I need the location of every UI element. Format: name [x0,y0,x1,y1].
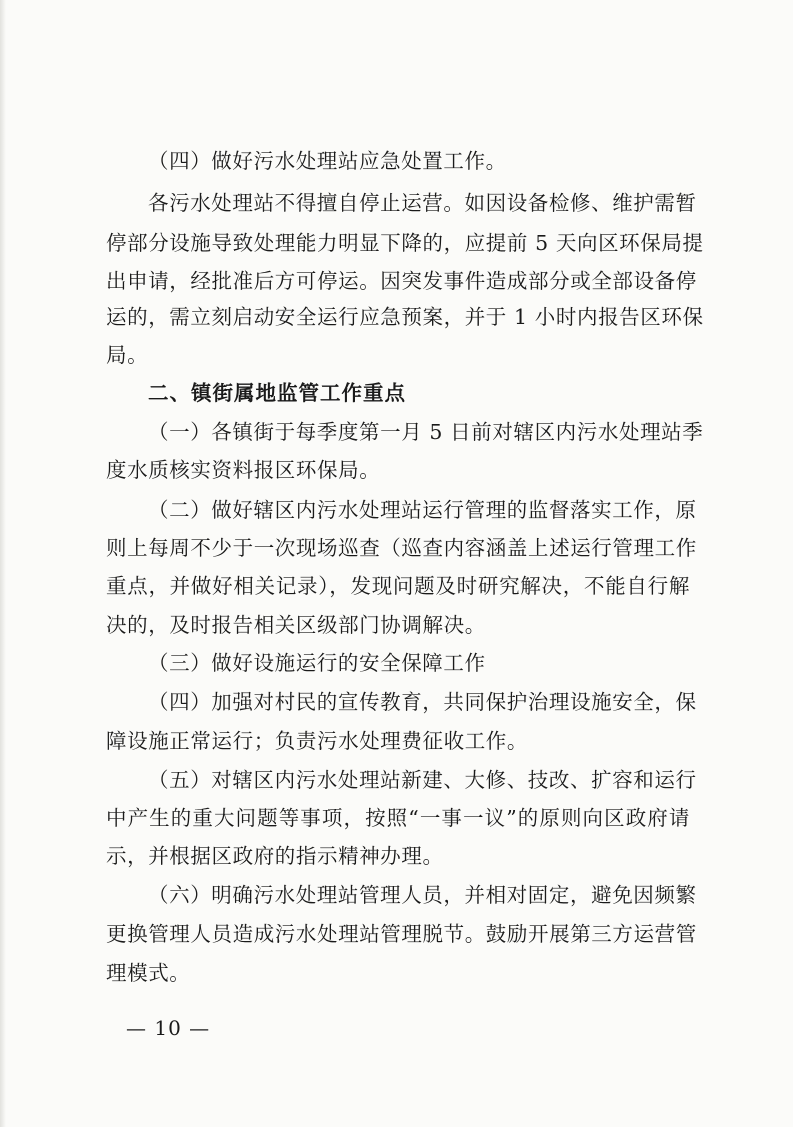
paragraph-line: 运的，需立刻启动安全运行应急预案，并于 1 小时内报告区环保 [106,305,704,329]
paragraph-line: 障设施正常运行；负责污水处理费征收工作。 [106,729,528,753]
list-item-3: （三）做好设施运行的安全保障工作 [148,651,486,675]
list-item-4: （四）加强对村民的宣传教育，共同保护治理设施安全，保 [148,690,697,714]
list-item-6: （六）明确污水处理站管理人员，并相对固定，避免因频繁 [148,883,697,907]
paragraph-line: 则上每周不少于一次现场巡查（巡查内容涵盖上述运行管理工作 [106,536,697,560]
list-item-2: （二）做好辖区内污水处理站运行管理的监督落实工作，原 [148,498,697,522]
section-heading-2: 二、镇街属地监管工作重点 [148,381,406,405]
paragraph-line: 理模式。 [106,961,191,985]
paragraph-line: 更换管理人员造成污水处理站管理脱节。鼓励开展第三方运营管 [106,922,697,946]
paragraph-line: 各污水处理站不得擅自停止运营。如因设备检修、维护需暂 [148,191,697,215]
section-heading-4: （四）做好污水处理站应急处置工作。 [148,149,507,173]
paragraph-line: 局。 [106,343,149,367]
list-item-5: （五）对辖区内污水处理站新建、大修、技改、扩容和运行 [148,768,697,792]
paragraph-line: 出申请，经批准后方可停运。因突发事件造成部分或全部设备停 [106,269,697,293]
page-number: — 10 — [126,1016,211,1040]
paragraph-line: 中产生的重大问题等事项，按照“一事一议”的原则向区政府请 [106,806,690,830]
paragraph-line: 度水质核实资料报区环保局。 [106,458,381,482]
paragraph-line: 示，并根据区政府的指示精神办理。 [106,844,444,868]
paragraph-line: 决的，及时报告相关区级部门协调解决。 [106,613,486,637]
paragraph-line: 重点，并做好相关记录），发现问题及时研究解决，不能自行解 [106,574,690,598]
paragraph-line: 停部分设施导致处理能力明显下降的，应提前 5 天向区环保局提 [106,231,704,255]
list-item-1: （一）各镇街于每季度第一月 5 日前对辖区内污水处理站季 [148,420,704,444]
